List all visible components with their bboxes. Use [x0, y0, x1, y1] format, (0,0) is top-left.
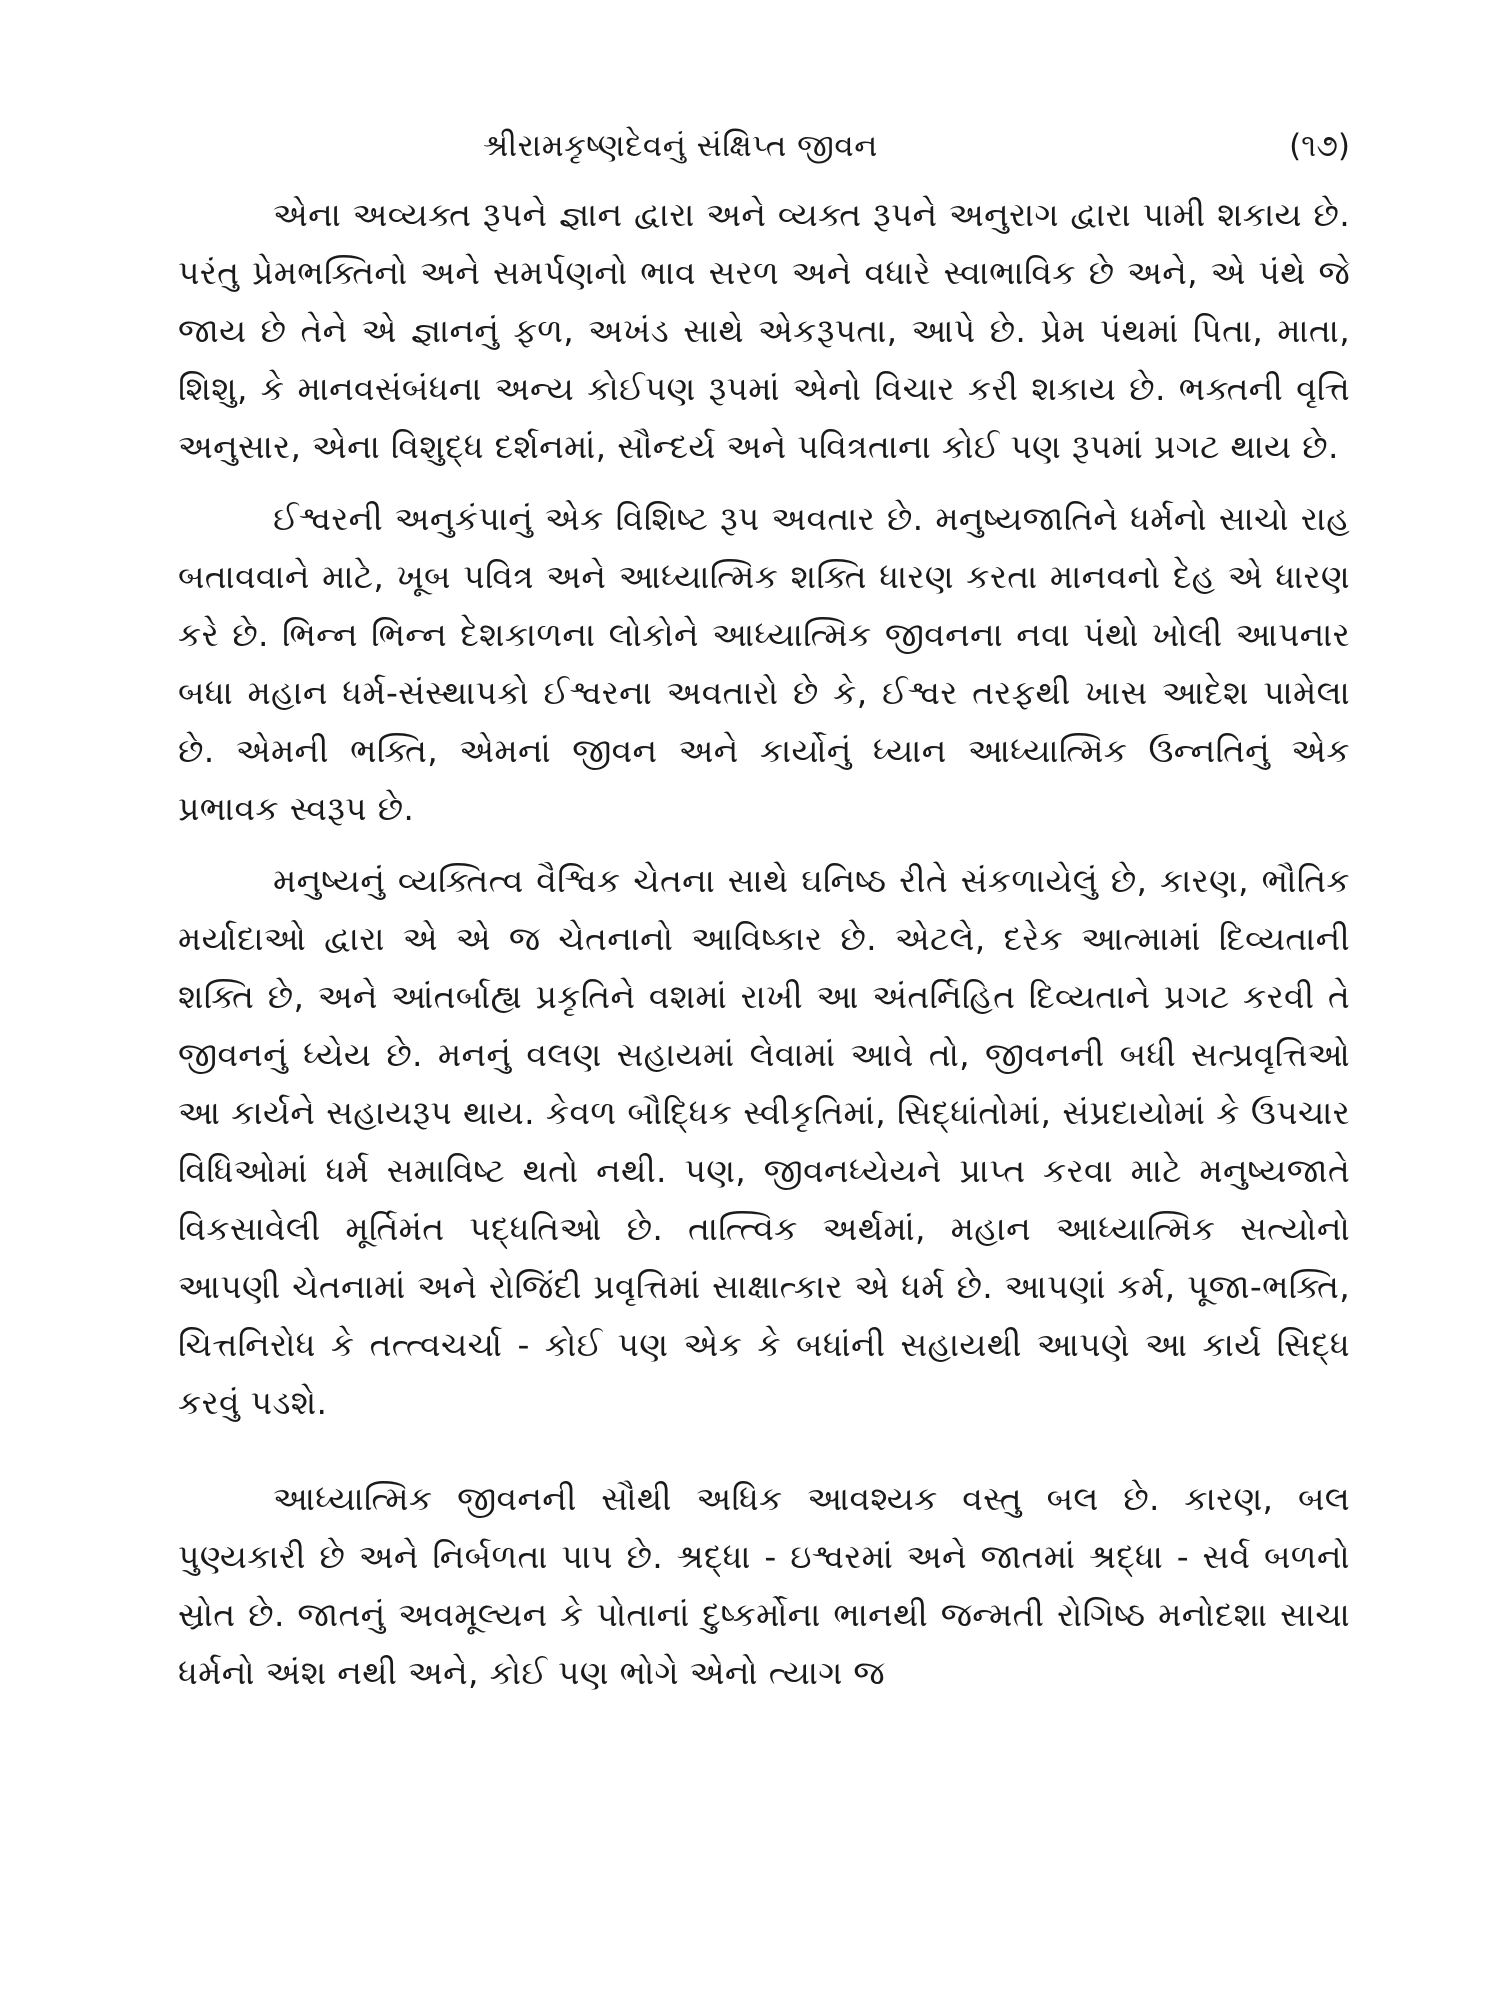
paragraph-avatar: ઈશ્વરની અનુકંપાનું એક વિશિષ્ટ રૂપ અવતાર છે. મનુષ્યજાતિને ધર્મનો સાચો રાહ બતાવવાને માટે, ખૂબ પવિત્ર અને આધ્યાત્મિક શક્તિ ધારણ કરતા માનવનો દેહ એ ધારણ કરે છે. ભિન્ન ભિન્ન દેશકાળના લોકોને આધ્યાત્મિક જીવનના નવા પંથો ખોલી આપનાર બધા મહાન ધર્મ-સંસ્થાપકો ઈશ્વરના અવતારો છે કે, ઈશ્વર તરફથી ખાસ આદેશ પામેલા છે. એમની ભક્તિ, એમનાં જીવન અને કાર્યોનું ધ્યાન આધ્યાત્મિક ઉન્નતિનું એક પ્રભાવક સ્વરૂપ છે.	[178, 499, 1350, 828]
paragraph-bal: આધ્યાત્મિક જીવનની સૌથી અધિક આવશ્યક વસ્તુ બલ છે. કારણ, બલ પુણ્યકારી છે અને નિર્બળતા પાપ છે. શ્રદ્ધા - ઇશ્વરમાં અને જાતમાં શ્રદ્ધા - સર્વ બળનો સ્રોત છે. જાતનું અવમૂલ્યન કે પોતાનાં દુષ્કર્મોના ભાનથી જન્મતી રોગિષ્ઠ મનોદશા સાચા ધર્મનો અંશ નથી અને, કોઈ પણ ભોગે એનો ત્યાગ જ	[178, 1479, 1350, 1692]
paragraph-vyaktitva: મનુષ્યનું વ્યક્તિત્વ વૈશ્વિક ચેતના સાથે ઘનિષ્ઠ રીતે સંકળાયેલું છે, કારણ, ભૌતિક મર્યાદાઓ દ્વારા એ એ જ ચેતનાનો આવિષ્કાર છે. એટલે, દરેક આત્મામાં દિવ્યતાની શક્તિ છે, અને આંતર્બાહ્ય પ્રકૃતિને વશમાં રાખી આ અંતર્નિહિત દિવ્યતાને પ્રગટ કરવી તે જીવનનું ધ્યેય છે. મનનું વલણ સહાયમાં લેવામાં આવે તો, જીવનની બધી સત્પ્રવૃત્તિઓ આ કાર્યને સહાયરૂપ થાય. કેવળ બૌદ્ધિક સ્વીકૃતિમાં, સિદ્ધાંતોમાં, સંપ્રદાયોમાં કે ઉપચાર વિધિઓમાં ધર્મ સમાવિષ્ટ થતો નથી. પણ, જીવનધ્યેયને પ્રાપ્ત કરવા માટે મનુષ્યજાતે વિકસાવેલી મૂર્તિમંત પદ્ધતિઓ છે. તાત્ત્વિક અર્થમાં, મહાન આધ્યાત્મિક સત્યોનો આપણી ચેતનામાં અને રોજિંદી પ્રવૃત્તિમાં સાક્ષાત્કાર એ ધર્મ છે. આપણાં કર્મ, પૂજા-ભક્તિ, ચિત્તનિરોધ કે તત્ત્વચર્ચા - કોઈ પણ એક કે બધાંની સહાયથી આપણે આ કાર્ય સિદ્ધ કરવું પડશે.	[178, 861, 1350, 1422]
body-text	[178, 186, 1350, 1702]
running-header	[178, 120, 1350, 172]
page-number: (૧૭)	[1289, 128, 1350, 164]
paragraph-avyakta-rupa: એના અવ્યક્ત રૂપને જ્ઞાન દ્વારા અને વ્યક્ત રૂપને અનુરાગ દ્વારા પામી શકાય છે. પરંતુ પ્રેમભક્તિનો અને સમર્પણનો ભાવ સરળ અને વધારે સ્વાભાવિક છે અને, એ પંથે જે જાય છે તેને એ જ્ઞાનનું ફળ, અખંડ સાથે એકરૂપતા, આપે છે. પ્રેમ પંથમાં પિતા, માતા, શિશુ, કે માનવસંબંધના અન્ય કોઈપણ રૂપમાં એનો વિચાર કરી શકાય છે. ભક્તની વૃત્તિ અનુસાર, એના વિશુદ્ધ દર્શનમાં, સૌન્દર્ય અને પવિત્રતાના કોઈ પણ રૂપમાં પ્રગટ થાય છે.	[178, 195, 1350, 466]
chapter-title: શ્રીરામકૃષ્ણદેવનું સંક્ષિપ્ત જીવન	[483, 128, 878, 164]
